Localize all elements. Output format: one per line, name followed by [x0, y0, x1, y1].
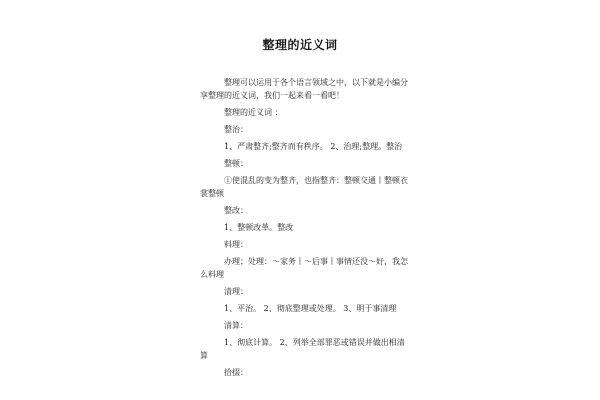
- paragraph: 整理的近义词 ：: [224, 108, 283, 117]
- paragraph: ①使混乱的变为整齐，也指整齐：整顿交通丨整顿衣裳整顿: [200, 176, 408, 198]
- paragraph: 清理：: [224, 287, 248, 296]
- document-body: [200, 76, 412, 383]
- document-title: 整理的近义词: [262, 38, 338, 52]
- paragraph: 拾掇：: [224, 368, 248, 377]
- paragraph: 整理可以运用于各个语言领域之中，以下就是小编分享整理的近义词，我们一起来看一看吧！: [200, 78, 408, 100]
- paragraph: 办理；处理：～家务丨～后事丨事情还没～好，我怎么料理: [200, 257, 408, 279]
- paragraph: 整改：: [224, 206, 248, 215]
- paragraph: 整治：: [224, 125, 248, 134]
- paragraph: 料理：: [224, 240, 248, 249]
- paragraph: 1、彻底计算。 2、列举全部罪恶或错误并做出相清算: [200, 338, 405, 360]
- paragraph: 整顿：: [224, 159, 248, 168]
- paragraph: 1、严肃整齐;整齐而有秩序。 2、治理;整理。整治: [224, 142, 403, 151]
- paragraph: 清算：: [224, 321, 248, 330]
- paragraph: 1、整顿改革。整改: [224, 223, 294, 232]
- paragraph: 1、平治。 2、彻底整理或处理。 3、明于事清理: [224, 304, 397, 313]
